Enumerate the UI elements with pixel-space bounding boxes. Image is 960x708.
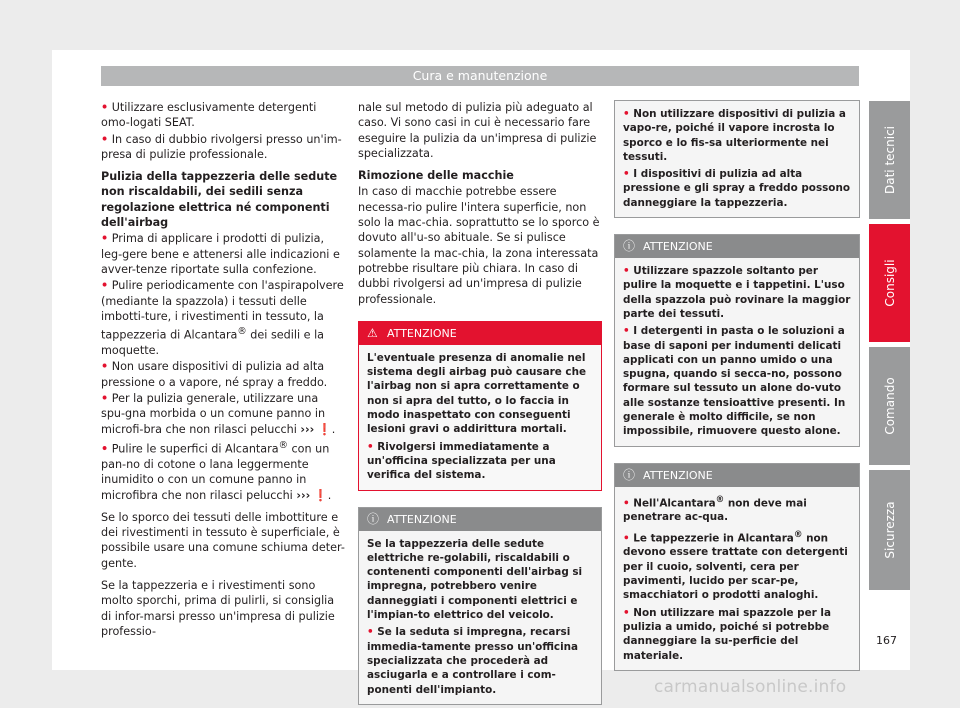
sidebar-tab-sicurezza[interactable]: Sicurezza	[869, 470, 910, 590]
warning-body: • Utilizzare spazzole soltanto per pulire la moquette e i tappetini. L'uso della spazzola può rovinare la maggior parte dei tessuti. • I detergenti in pasta o le soluzioni a base di saponi per indumenti delicati applicati con un panno umido o una spugna, quando si secca-no, possono formare sul tessuto un alone do-vuto alle sostanze tensioattive presenti. In generale è molto difficile, se non impossibile, rimuovere questo alone.	[623, 265, 851, 438]
info-circle-icon: ⓘ	[623, 239, 636, 254]
paragraph: nale sul metodo di pulizia più adeguato al caso. Vi sono casi in cui è necessario fare eseguire la pulizia da un'impresa di pulizie specializzata.	[358, 101, 597, 160]
info-circle-icon: ⓘ	[623, 467, 636, 482]
warning-body: L'eventuale presenza di anomalie nel sistema degli airbag può causare che l'airbag non si apra correttamente o non si apra del tutto, o lo faccia in modo inaspettato con conseguenti lesioni gravi o addirittura mortali. • Rivolgersi immediatamente a un'officina specializzata per una verifica del sistema.	[367, 351, 587, 482]
bullet-item: • Per la pulizia generale, utilizzare una spu-gna morbida o un comune panno in microfi-bra che non rilasci pelucchi ››› ❗.	[101, 392, 336, 436]
warning-box-airbag	[358, 321, 602, 491]
bullet-item: • In caso di dubbio rivolgersi presso un'im-presa di pulizie professionale.	[101, 132, 342, 161]
warning-ref-icon: ❗	[313, 488, 328, 502]
reference-link[interactable]: ›››	[296, 488, 311, 502]
sidebar-tab-consigli[interactable]: Consigli	[869, 224, 910, 342]
watermark: carmanualsonline.info	[654, 677, 847, 697]
warning-ref-icon: ❗	[317, 422, 332, 436]
warning-box-alcantara	[614, 463, 860, 671]
warning-box-brushes	[614, 234, 860, 447]
warning-body: • Nell'Alcantara® non deve mai penetrare ac-qua. • Le tappezzerie in Alcantara® non devono essere trattate con detergenti per il cuoio, solventi, cera per pavimenti, lucido per scar-pe, smacchiatori o prodotti analoghi. • Non utilizzare mai spazzole per la pulizia a umido, poiché si potrebbe danneggiare la su-perficie del materiale.	[623, 494, 848, 662]
note-box: • Non utilizzare dispositivi di pulizia a vapo-re, poiché il vapore incrosta lo sporco e lo fis-sa ulteriormente nei tessuti. • I dispositivi di pulizia ad alta pressione e gli spray a freddo possono danneggiare la tappezzeria.	[614, 100, 860, 218]
sidebar-tab-comando[interactable]: Comando	[869, 347, 910, 465]
warning-header: ⓘ ATTENZIONE	[359, 508, 601, 531]
paragraph: Se la tappezzeria e i rivestimenti sono molto sporchi, prima di pulirli, si consiglia di infor-marsi presso un'impresa di pulizie professio-	[101, 579, 335, 638]
column-1	[101, 100, 345, 646]
page-number: 167	[876, 634, 897, 647]
bullet-item: • Pulire periodicamente con l'aspirapolvere (mediante la spazzola) i tessuti delle imbotti-ture, i rivestimenti in tessuto, la tappezzeria di Alcantara® dei sedili e la moquette.	[101, 279, 344, 358]
warning-header: ⓘ ATTENZIONE	[615, 235, 859, 258]
info-circle-icon: ⓘ	[367, 511, 380, 526]
warning-body: Se la tappezzeria delle sedute elettriche re-golabili, riscaldabili o contenenti componenti dell'airbag si impregna, potrebbero venire danneggiati i componenti elettrici e l'impian-to elettrico del veicolo. • Se la seduta si impregna, recarsi immedia-tamente presso un'officina specializzata che procederà ad asciugarla e a controllare i com-ponenti dell'impianto.	[367, 537, 583, 696]
column-3	[614, 100, 860, 687]
paragraph: In caso di macchie potrebbe essere necessa-rio pulire l'intera superficie, non solo la mac-chia. soprattutto se lo sporco è dovuto all'u-so abituale. Se si pulisce solamente la mac-chia, la zona interessata potrebbe risultare più chiara. In caso di dubbi rivolgersi ad un'impresa di pulizie professionale.	[358, 185, 600, 306]
reference-link[interactable]: ›››	[300, 422, 315, 436]
warning-box-seats	[358, 507, 602, 705]
bullet-item: • Non usare dispositivi di pulizia ad alta pressione o a vapore, né spray a freddo.	[101, 360, 328, 389]
paragraph: Se lo sporco dei tessuti delle imbottiture e dei rivestimenti in tessuto è superficiale, è possibile usare una comune schiuma deter-gente.	[101, 510, 345, 570]
bullet-item: • Utilizzare esclusivamente detergenti omo-logati SEAT.	[101, 101, 317, 130]
section-heading: Pulizia della tappezzeria delle sedute non riscaldabili, dei sedili senza regolazione elettrica né componenti dell'airbag	[101, 170, 338, 230]
page-header: Cura e manutenzione	[101, 66, 859, 86]
bullet-item: • Pulire le superfici di Alcantara® con un pan-no di cotone o lana leggermente inumidito o con un comune panno in microfibra che non rilasci pelucchi ››› ❗.	[101, 439, 332, 502]
sidebar-tab-dati-tecnici[interactable]: Dati tecnici	[869, 101, 910, 219]
section-heading: Rimozione delle macchie	[358, 169, 514, 183]
warning-triangle-icon: ⚠	[367, 325, 378, 340]
warning-header: ⓘ ATTENZIONE	[615, 464, 859, 487]
column-2	[358, 100, 602, 708]
warning-header: ⚠ ATTENZIONE	[359, 322, 601, 345]
bullet-item: • Prima di applicare i prodotti di pulizia, leg-gere bene e attenersi alle indicazioni e avver-tenze riportate sulla confezione.	[101, 232, 340, 276]
